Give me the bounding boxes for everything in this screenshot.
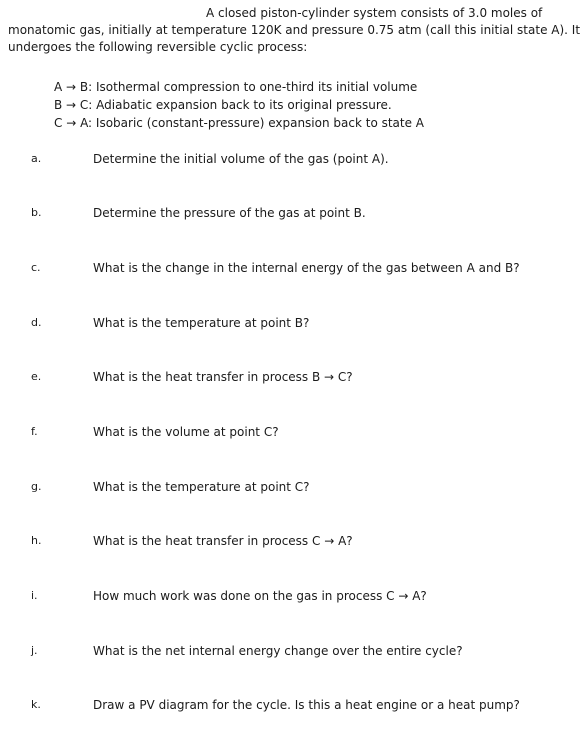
question-letter: c. bbox=[31, 261, 41, 274]
question-text: What is the temperature at point C? bbox=[93, 480, 310, 494]
question-text: What is the net internal energy change over the entire cycle? bbox=[93, 644, 463, 658]
question-letter: h. bbox=[31, 534, 42, 547]
question-i bbox=[0, 589, 580, 609]
question-letter: j. bbox=[31, 644, 38, 657]
question-text: What is the temperature at point B? bbox=[93, 316, 310, 330]
question-c bbox=[0, 261, 580, 281]
question-letter: i. bbox=[31, 589, 38, 602]
question-letter: e. bbox=[31, 370, 42, 383]
question-text: What is the change in the internal energy of the gas between A and B? bbox=[93, 261, 520, 275]
question-g bbox=[0, 480, 580, 500]
intro-line-3: undergoes the following reversible cyclic process: bbox=[8, 40, 308, 54]
process-step-ab: A → B: Isothermal compression to one-third its initial volume bbox=[54, 80, 418, 94]
question-a bbox=[0, 152, 580, 172]
question-text: What is the heat transfer in process B → C? bbox=[93, 370, 353, 384]
process-steps bbox=[54, 78, 424, 132]
question-d bbox=[0, 316, 580, 336]
question-text: Draw a PV diagram for the cycle. Is this a heat engine or a heat pump? bbox=[93, 698, 520, 712]
question-text: Determine the pressure of the gas at point B. bbox=[93, 206, 366, 220]
question-letter: k. bbox=[31, 698, 41, 711]
question-letter: f. bbox=[31, 425, 38, 438]
question-letter: a. bbox=[31, 152, 42, 165]
question-b bbox=[0, 206, 580, 226]
question-text: How much work was done on the gas in process C → A? bbox=[93, 589, 427, 603]
question-text: Determine the initial volume of the gas (point A). bbox=[93, 152, 389, 166]
problem-intro bbox=[8, 5, 580, 56]
question-letter: d. bbox=[31, 316, 42, 329]
question-letter: g. bbox=[31, 480, 42, 493]
process-step-bc: B → C: Adiabatic expansion back to its original pressure. bbox=[54, 98, 392, 112]
process-step-ca: C → A: Isobaric (constant-pressure) expansion back to state A bbox=[54, 116, 425, 130]
question-text: What is the volume at point C? bbox=[93, 425, 279, 439]
intro-line-1: A closed piston-cylinder system consists of 3.0 moles of bbox=[206, 6, 543, 20]
question-j bbox=[0, 644, 580, 664]
intro-line-2: monatomic gas, initially at temperature 120K and pressure 0.75 atm (call this initial state A). It bbox=[8, 23, 580, 37]
question-f bbox=[0, 425, 580, 445]
question-letter: b. bbox=[31, 206, 42, 219]
question-e bbox=[0, 370, 580, 390]
question-text: What is the heat transfer in process C → A? bbox=[93, 534, 353, 548]
question-k bbox=[0, 698, 580, 718]
question-h bbox=[0, 534, 580, 554]
